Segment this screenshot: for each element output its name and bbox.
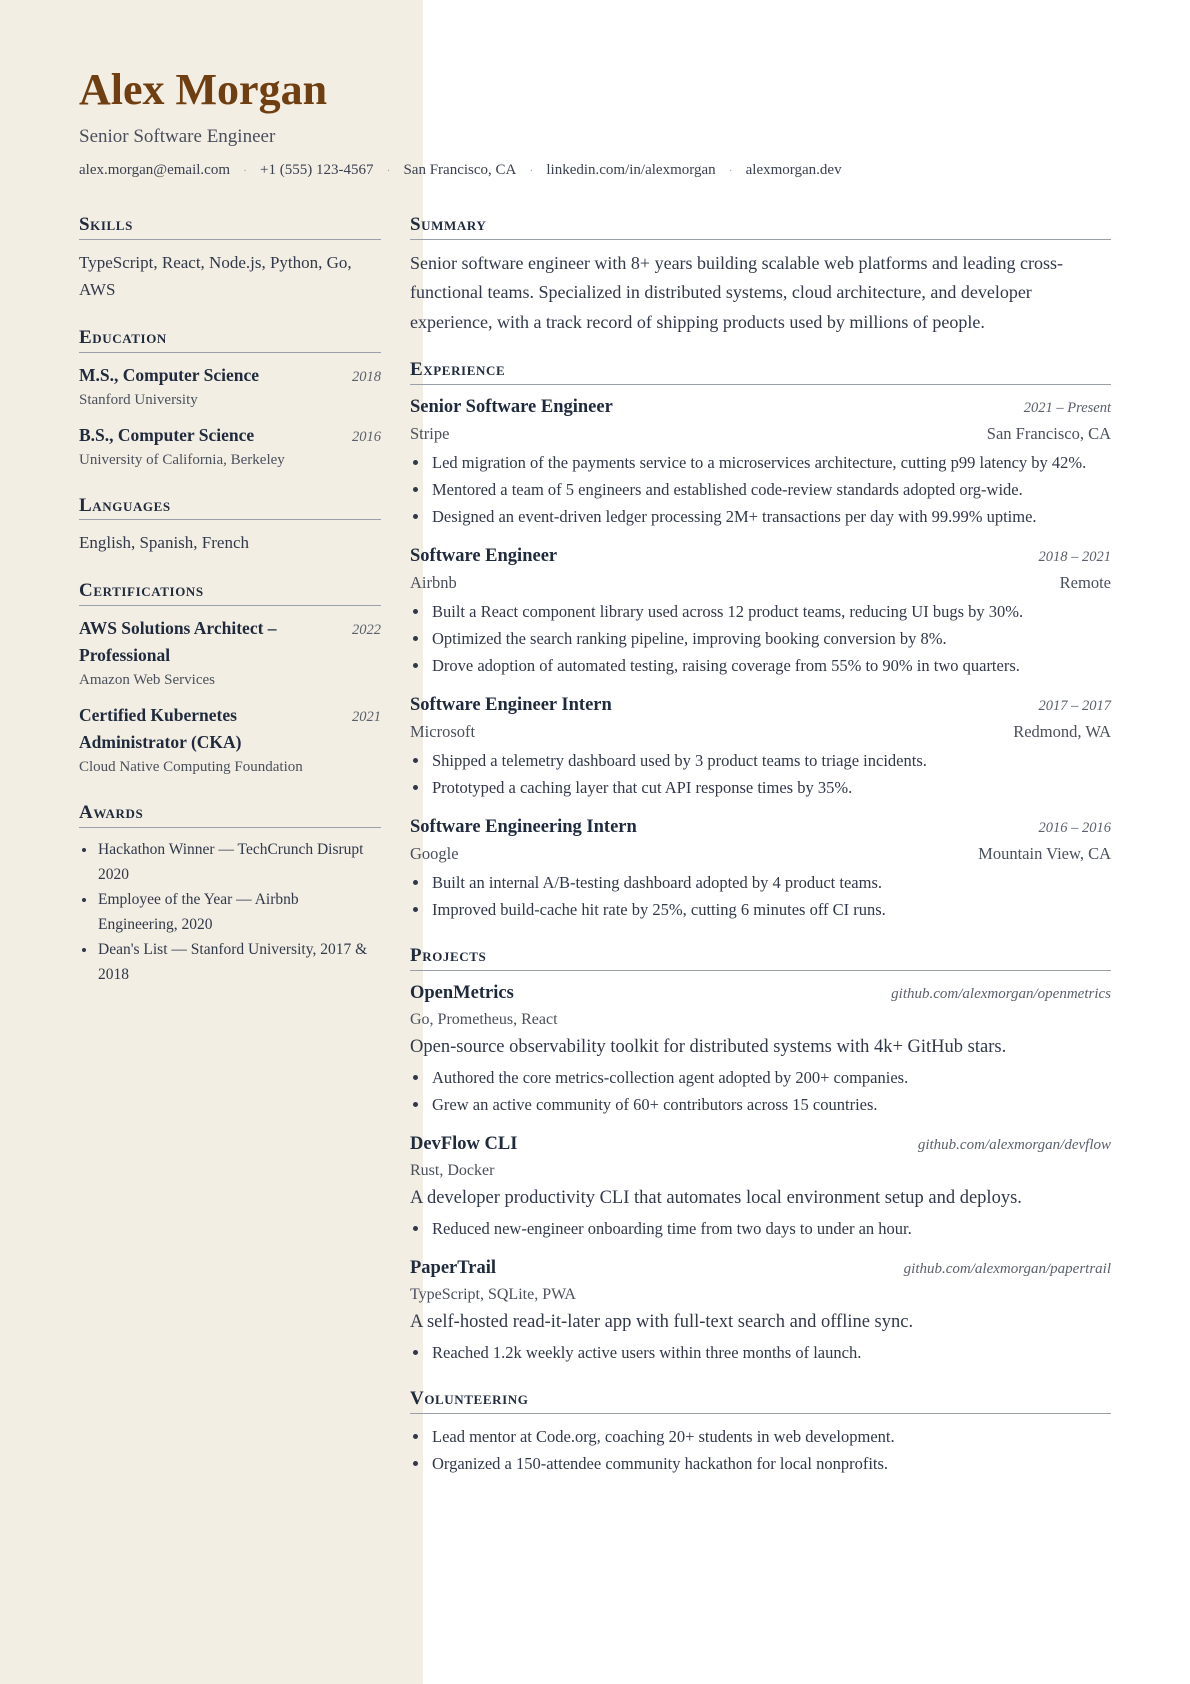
job-bullets xyxy=(410,598,1111,679)
section-heading-projects: Projects xyxy=(410,945,1111,971)
job-dates: 2021 – Present xyxy=(1023,400,1111,417)
project-tech: Go, Prometheus, React xyxy=(410,1010,558,1028)
job-company: Airbnb xyxy=(410,573,457,593)
job-dates: 2016 – 2016 xyxy=(1038,820,1111,837)
project-bullets xyxy=(410,1215,1111,1242)
projects-section xyxy=(410,945,1111,1366)
job-dates: 2018 – 2021 xyxy=(1038,549,1111,566)
volunteering-item: • Organized a 150-attendee community hackathon for local nonprofits. xyxy=(430,1450,1111,1477)
education-degree: B.S., Computer Science xyxy=(79,424,255,445)
project-name: PaperTrail xyxy=(410,1257,496,1278)
project-description: A self-hosted read-it-later app with full-text search and offline sync. xyxy=(410,1311,914,1332)
languages-section xyxy=(79,495,381,557)
project-description: Open-source observability toolkit for distributed systems with 4k+ GitHub stars. xyxy=(410,1036,1007,1057)
job-role: Software Engineer xyxy=(410,546,558,567)
job-role: Software Engineer Intern xyxy=(410,695,612,716)
contact-linkedin[interactable]: linkedin.com/in/alexmorgan xyxy=(546,162,716,178)
job-bullet: • Drove adoption of automated testing, raising coverage from 55% to 90% in two quarters. xyxy=(430,652,1111,679)
job-bullets xyxy=(410,869,1111,923)
job-bullet: • Prototyped a caching layer that cut API response times by 35%. xyxy=(430,774,1111,801)
job-location: Mountain View, CA xyxy=(978,844,1111,864)
contact-separator: · xyxy=(386,163,391,177)
job-location: Remote xyxy=(1059,573,1111,593)
section-heading-summary: Summary xyxy=(410,214,1111,240)
job-company: Google xyxy=(410,844,459,864)
languages-list: English, Spanish, French xyxy=(79,533,249,553)
education-degree: M.S., Computer Science xyxy=(79,364,259,385)
project-tech: TypeScript, SQLite, PWA xyxy=(410,1285,576,1303)
job-location: Redmond, WA xyxy=(1013,722,1111,742)
certifications-section xyxy=(79,580,381,778)
job-company: Stripe xyxy=(410,424,450,444)
section-heading-experience: Experience xyxy=(410,359,1111,385)
job-entry xyxy=(410,394,1111,530)
certification-issuer: Amazon Web Services xyxy=(79,672,215,689)
section-heading-education: Education xyxy=(79,327,381,353)
section-heading-certifications: Certifications xyxy=(79,580,381,606)
certification-year: 2022 xyxy=(352,622,381,639)
certification-name: Certified Kubernetes Administrator (CKA) xyxy=(79,705,242,753)
project-tech: Rust, Docker xyxy=(410,1161,495,1179)
job-entry xyxy=(410,692,1111,801)
education-school: Stanford University xyxy=(79,391,198,408)
section-heading-languages: Languages xyxy=(79,495,381,521)
job-bullet: • Built an internal A/B-testing dashboard adopted by 4 product teams. xyxy=(430,869,1111,896)
project-bullet: • Reduced new-engineer onboarding time from two days to under an hour. xyxy=(430,1215,1111,1242)
candidate-title: Senior Software Engineer xyxy=(79,126,276,147)
education-year: 2016 xyxy=(352,428,381,445)
certification-name: AWS Solutions Architect – Professional xyxy=(79,618,277,666)
contact-separator: · xyxy=(529,163,534,177)
experience-section xyxy=(410,359,1111,923)
project-bullets xyxy=(410,1064,1111,1118)
awards-section xyxy=(79,802,381,987)
contact-location: San Francisco, CA xyxy=(403,162,517,178)
job-role: Software Engineering Intern xyxy=(410,817,637,838)
job-bullet: • Shipped a telemetry dashboard used by 3 product teams to triage incidents. xyxy=(430,747,1111,774)
project-description: A developer productivity CLI that automates local environment setup and deploys. xyxy=(410,1187,1022,1208)
volunteering-item: • Lead mentor at Code.org, coaching 20+ students in web development. xyxy=(430,1423,1111,1450)
section-heading-skills: Skills xyxy=(79,214,381,240)
certification-item xyxy=(79,702,381,778)
contact-line xyxy=(79,162,842,179)
job-role: Senior Software Engineer xyxy=(410,397,613,418)
project-name: DevFlow CLI xyxy=(410,1133,518,1154)
certification-item xyxy=(79,615,381,691)
education-item xyxy=(79,422,381,471)
candidate-name: Alex Morgan xyxy=(79,65,328,114)
project-bullet: • Reached 1.2k weekly active users within three months of launch. xyxy=(430,1339,1111,1366)
volunteering-list xyxy=(410,1423,1111,1477)
contact-separator: · xyxy=(728,163,733,177)
job-bullets xyxy=(410,449,1111,530)
section-heading-awards: Awards xyxy=(79,802,381,828)
skills-list: TypeScript, React, Node.js, Python, Go, AWS xyxy=(79,252,352,299)
job-entry xyxy=(410,543,1111,679)
project-link[interactable]: github.com/alexmorgan/papertrail xyxy=(903,1260,1111,1277)
skills-section xyxy=(79,214,381,303)
summary-text: Senior software engineer with 8+ years building scalable web platforms and leading cross-functional teams. Specialized in distributed systems, cloud architecture, and developer experience, with a track record of shipping products used by millions of people. xyxy=(410,252,1063,332)
education-item xyxy=(79,362,381,411)
summary-section xyxy=(410,214,1111,337)
contact-phone[interactable]: +1 (555) 123-4567 xyxy=(260,162,374,178)
main-column xyxy=(410,214,1111,1499)
certification-year: 2021 xyxy=(352,709,381,726)
job-bullet: • Mentored a team of 5 engineers and established code-review standards adopted org-wide. xyxy=(430,476,1111,503)
project-entry xyxy=(410,980,1111,1118)
contact-email[interactable]: alex.morgan@email.com xyxy=(79,162,230,178)
project-bullets xyxy=(410,1339,1111,1366)
job-bullet: • Optimized the search ranking pipeline, improving booking conversion by 8%. xyxy=(430,625,1111,652)
volunteering-section xyxy=(410,1388,1111,1477)
project-entry xyxy=(410,1131,1111,1242)
job-entry xyxy=(410,814,1111,923)
education-year: 2018 xyxy=(352,368,381,385)
project-bullet: • Authored the core metrics-collection agent adopted by 200+ companies. xyxy=(430,1064,1111,1091)
award-item: • Dean's List — Stanford University, 2017 & 2018 xyxy=(97,937,381,987)
job-bullet: • Led migration of the payments service to a microservices architecture, cutting p99 latency by 42%. xyxy=(430,449,1111,476)
job-bullets xyxy=(410,747,1111,801)
education-section xyxy=(79,327,381,471)
contact-website[interactable]: alexmorgan.dev xyxy=(745,162,842,178)
project-link[interactable]: github.com/alexmorgan/devflow xyxy=(917,1136,1111,1153)
job-bullet: • Designed an event-driven ledger processing 2M+ transactions per day with 99.99% uptime. xyxy=(430,503,1111,530)
certification-issuer: Cloud Native Computing Foundation xyxy=(79,759,303,776)
job-dates: 2017 – 2017 xyxy=(1038,698,1111,715)
job-company: Microsoft xyxy=(410,722,476,742)
job-bullet: • Improved build-cache hit rate by 25%, cutting 6 minutes off CI runs. xyxy=(430,896,1111,923)
education-school: University of California, Berkeley xyxy=(79,451,285,468)
project-entry xyxy=(410,1255,1111,1366)
project-link[interactable]: github.com/alexmorgan/openmetrics xyxy=(891,985,1111,1002)
contact-separator: · xyxy=(243,163,247,177)
project-bullet: • Grew an active community of 60+ contributors across 15 countries. xyxy=(430,1091,1111,1118)
project-name: OpenMetrics xyxy=(410,982,514,1003)
award-item: • Employee of the Year — Airbnb Engineering, 2020 xyxy=(97,887,381,937)
award-item: • Hackathon Winner — TechCrunch Disrupt 2020 xyxy=(97,837,381,887)
job-bullet: • Built a React component library used across 12 product teams, reducing UI bugs by 30%. xyxy=(430,598,1111,625)
sidebar-column xyxy=(79,214,381,1011)
section-heading-volunteering: Volunteering xyxy=(410,1388,1111,1414)
job-location: San Francisco, CA xyxy=(986,424,1111,444)
awards-list xyxy=(79,837,381,987)
